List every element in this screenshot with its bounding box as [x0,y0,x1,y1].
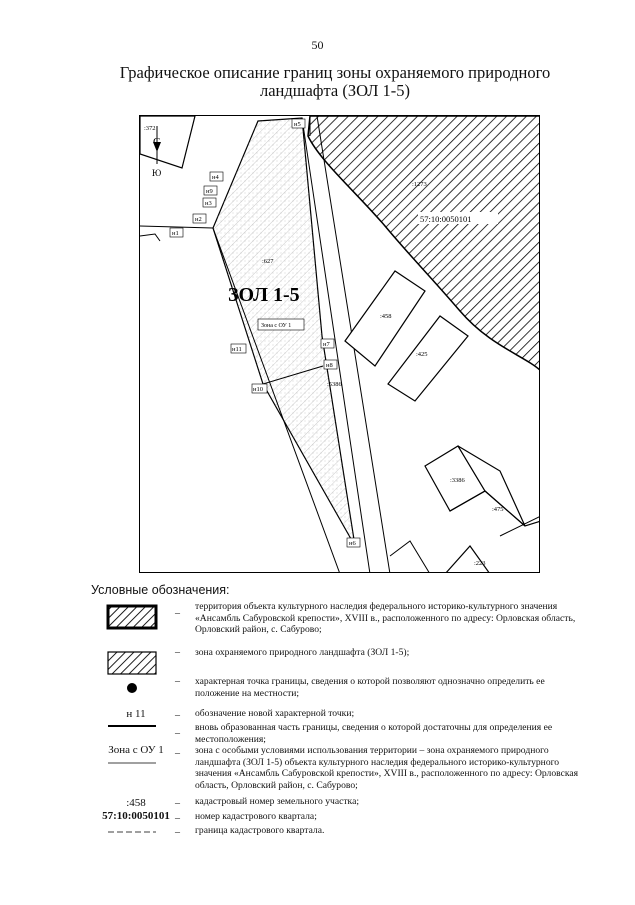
point-label: н5 [294,121,301,128]
legend-text-parcel: кадастровый номер земельного участка; [195,796,359,807]
legend-dash: – [175,710,180,721]
legend-dash: – [175,798,180,809]
parcel-label: :5386 [327,381,342,388]
zol-zone-swatch [108,652,156,674]
parcel-label: :372 [144,125,156,132]
legend-heading: Условные обозначения: [91,583,230,597]
quarter-label: 57:10:0050101 [420,214,472,224]
point-label: н11 [232,346,242,353]
map-frame [139,115,540,573]
legend-text-quarter-boundary: граница кадастрового квартала. [195,825,325,836]
legend-dash: – [175,748,180,759]
point-label: н4 [212,174,219,181]
cadastral-map [140,116,540,573]
legend-dash: – [175,827,180,838]
compass-icon [152,126,161,178]
heritage-territory [308,116,540,371]
legend-dash: – [175,647,180,658]
legend-dash: – [175,608,180,619]
legend-text-zol: зона охраняемого природного ландшафта (ЗОЛ 1-5); [195,647,410,658]
parcel-372-outline [140,116,195,168]
title-line-1: Графическое описание границ зоны охраняемого природного [119,63,551,82]
legend-quarter-symbol: 57:10:0050101 [102,810,170,822]
legend-dash: – [175,728,180,739]
legend-text-point: характерная точка границы, сведения о которой позволяют однозначно определить ее положение на местности; [195,676,545,699]
parcel-label: :1273 [412,181,427,188]
parcel-label: :627 [262,258,274,265]
legend-text-zone: зона с особыми условиями использования территории – зона охраняемого природного ландшафта (ЗОЛ 1-5) объекта культурного наследия федерального историко-культурного значения «Ансамбль Сабуровской крепости», XVIII в., расположенного по адресу: Орловская область, Орловский район, с. Сабурово; [195,745,579,791]
legend-text-new-boundary: вновь образованная часть границы, сведения о которой достаточны для определения ее местоположения; [195,722,553,745]
parcel-label: :3386 [450,477,465,484]
parcel-label: :475 [492,506,504,513]
parcel-label: :458 [380,313,392,320]
parcel-label: :425 [416,351,428,358]
characteristic-point-icon [127,683,137,693]
legend-text-quarter: номер кадастрового квартала; [195,811,317,822]
point-label: н6 [349,540,356,547]
title-line-2: ландшафта (ЗОЛ 1-5) [259,81,411,100]
point-label: н3 [205,200,212,207]
legend-zone-symbol: Зона с ОУ 1 [108,744,164,756]
point-label: н9 [206,188,213,195]
page-number: 50 [311,38,324,52]
legend-parcel-symbol: :458 [126,797,146,809]
legend-text-heritage: территория объекта культурного наследия федерального историко-культурного значения «Ансамбль Сабуровской крепости», XVIII в., расположенного по адресу: Орловская область, Орловский район, с. Сабурово; [195,601,576,635]
document-title [100,64,570,100]
zone-label: ЗОЛ 1-5 [228,284,300,306]
legend-dash: – [175,813,180,824]
compass-north: С [153,136,161,148]
point-label: н1 [172,230,179,237]
legend-dash: – [175,676,180,687]
point-label: н7 [323,341,330,348]
heritage-territory-swatch [108,606,156,628]
point-label: н2 [195,216,202,223]
point-label: н10 [253,386,263,393]
parcel-label: :223 [474,560,486,567]
legend-point-symbol: н 11 [126,708,146,720]
point-label: н8 [326,362,333,369]
zone-ou-label: Зона с ОУ 1 [261,323,292,329]
compass-south: Ю [152,168,162,178]
legend-text-new-point: обозначение новой характерной точки; [195,708,355,719]
